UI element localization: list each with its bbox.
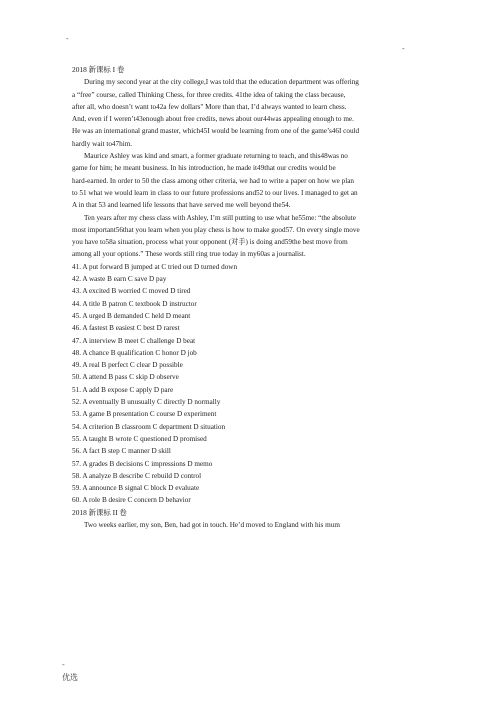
corner-mark-top-left: -	[66, 34, 69, 43]
corner-mark-bottom-left: -	[62, 660, 65, 669]
passage-paragraph-3	[72, 212, 444, 261]
text-line: game for him; he meant business. In his introduction, he made it49that our credits would be	[72, 164, 336, 173]
option-line-44: 44. A title B patron C textbook D instructor	[72, 299, 197, 308]
section-heading-1: 2018 新课标 I 卷	[72, 65, 125, 74]
text-line: hard-earned. In order to 50 the class among other criteria, we had to write a paper on how we plan	[72, 176, 355, 185]
passage-paragraph-4	[72, 519, 444, 531]
text-line: to 51 what we would learn in class to our future professions and52 to our lives. I managed to get an	[72, 188, 358, 197]
text-line: He was an international grand master, which45I would be learning from one of the game’s46I could	[72, 127, 360, 136]
option-line-43: 43. A excited B worried C moved D tired	[72, 287, 191, 296]
text-line: hardly wait to47him.	[72, 139, 133, 148]
option-line-54: 54. A criterion B classroom C department D situation	[72, 422, 226, 431]
option-line-42: 42. A waste B earn C save D pay	[72, 275, 167, 284]
text-line: And, even if I weren’t43enough about free credits, news about our44was appealing enough to me.	[72, 115, 354, 124]
text-line: A in that 53 and learned life lessons that have served me well beyond the54.	[72, 201, 291, 210]
document-page	[72, 64, 444, 531]
answer-options-list	[72, 261, 444, 507]
text-line: During my second year at the city college,I was told that the education department was offering	[84, 78, 359, 87]
passage-paragraph-2	[72, 150, 444, 211]
passage-paragraph-1	[72, 76, 444, 150]
text-line: you have to58a situation, process what your opponent (对手) is doing and59the best move from	[72, 238, 348, 247]
option-line-48: 48. A chance B qualification C honor D job	[72, 348, 197, 357]
text-line: Maurice Ashley was kind and smart, a former graduate returning to teach, and this48was no	[84, 152, 348, 161]
text-line: Two weeks earlier, my son, Ben, had got in touch. He’d moved to England with his mum	[84, 520, 340, 529]
option-line-55: 55. A taught B wrote C questioned D promised	[72, 434, 207, 443]
text-line: among all your options.” These words still ring true today in my60as a journalist.	[72, 250, 306, 259]
option-line-59: 59. A announce B signal C block D evaluate	[72, 484, 200, 493]
option-line-47: 47. A interview B meet C challenge D beat	[72, 336, 196, 345]
option-line-58: 58. A analyze B describe C rebuild D control	[72, 471, 202, 480]
text-line: most important56that you learn when you play chess is how to make good57. On every single move	[72, 225, 360, 234]
option-line-51: 51. A add B expose C apply D pare	[72, 385, 174, 394]
corner-mark-top-right: -	[402, 44, 405, 53]
option-line-56: 56. A fact B step C manner D skill	[72, 447, 171, 456]
option-line-53: 53. A game B presentation C course D experiment	[72, 410, 217, 419]
text-line: after all, who doesn’t want to42a few dollars" More than that, I’d always wanted to learn chess.	[72, 102, 347, 111]
option-line-45: 45. A urged B demanded C held D meant	[72, 311, 191, 320]
option-line-41: 41. A put forward B jumped at C tried out D turned down	[72, 262, 238, 271]
text-line: Ten years after my chess class with Ashley, I’m still putting to use what he55me: “the absolute	[84, 213, 356, 222]
option-line-49: 49. A real B perfect C clear D possible	[72, 361, 183, 370]
text-line: a “free” course, called Thinking Chess, for three credits. 41the idea of taking the class because,	[72, 90, 346, 99]
option-line-46: 46. A fastest B easiest C best D rarest	[72, 324, 180, 333]
option-line-60: 60. A role B desire C concern D behavior	[72, 496, 191, 505]
option-line-57: 57. A grades B decisions C impressions D memo	[72, 459, 213, 468]
option-line-50: 50. A attend B pass C skip D observe	[72, 373, 179, 382]
footer-label: 优选	[62, 673, 78, 682]
section-heading-2: 2018 新课标 II 卷	[72, 507, 127, 517]
option-line-52: 52. A eventually B unusually C directly D normally	[72, 398, 221, 407]
